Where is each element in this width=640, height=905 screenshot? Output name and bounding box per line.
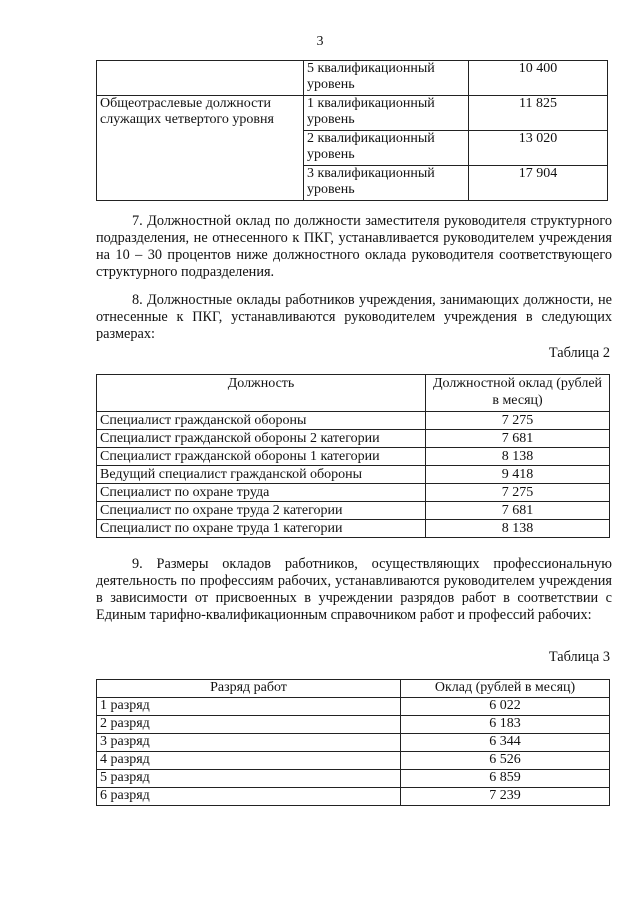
grade-cell: 5 разряд [97, 770, 401, 788]
position-cell: Специалист гражданской обороны 1 категории [97, 448, 426, 466]
table-row [97, 466, 610, 484]
table-row [97, 752, 610, 770]
table-header-row [97, 680, 610, 698]
table-2-caption: Таблица 2 [548, 345, 610, 361]
table-row [97, 698, 610, 716]
salary-cell: 7 275 [426, 484, 610, 502]
page-number: 3 [316, 34, 324, 49]
grade-cell: 6 разряд [97, 788, 401, 806]
salary-cell: 9 418 [426, 466, 610, 484]
table-row [97, 502, 610, 520]
level-cell: 3 квалификационный уровень [304, 166, 469, 201]
salary-cell: 8 138 [426, 520, 610, 538]
salary-cell: 11 825 [469, 96, 608, 131]
salary-cell: 10 400 [469, 61, 608, 96]
level-cell: 5 квалификационный уровень [304, 61, 469, 96]
table-row [97, 734, 610, 752]
table-row [97, 716, 610, 734]
position-cell: Специалист гражданской обороны 2 категории [97, 430, 426, 448]
salary-cell: 6 344 [401, 734, 610, 752]
positions-salary-table [96, 374, 610, 538]
salary-cell: 13 020 [469, 131, 608, 166]
table-row [97, 448, 610, 466]
table-row [97, 520, 610, 538]
salary-cell: 7 275 [426, 412, 610, 430]
position-cell: Специалист по охране труда 1 категории [97, 520, 426, 538]
table-3-caption: Таблица 3 [548, 649, 610, 665]
header-grade: Разряд работ [97, 680, 401, 698]
salary-cell: 6 526 [401, 752, 610, 770]
position-cell: Ведущий специалист гражданской обороны [97, 466, 426, 484]
table-header-row [97, 375, 610, 412]
group-cell [97, 61, 304, 96]
table-row [97, 96, 608, 131]
salary-cell: 7 681 [426, 502, 610, 520]
table-row [97, 770, 610, 788]
salary-cell: 7 681 [426, 430, 610, 448]
grade-cell: 4 разряд [97, 752, 401, 770]
position-cell: Специалист по охране труда [97, 484, 426, 502]
grade-cell: 3 разряд [97, 734, 401, 752]
level-cell: 2 квалификационный уровень [304, 131, 469, 166]
table-row [97, 484, 610, 502]
level-cell: 1 квалификационный уровень [304, 96, 469, 131]
salary-cell: 6 859 [401, 770, 610, 788]
table-row [97, 788, 610, 806]
salary-cell: 6 022 [401, 698, 610, 716]
grade-cell: 2 разряд [97, 716, 401, 734]
salary-cell: 6 183 [401, 716, 610, 734]
header-salary: Оклад (рублей в месяц) [401, 680, 610, 698]
salary-cell: 17 904 [469, 166, 608, 201]
group-cell: Общеотраслевые должности служащих четвертого уровня [97, 96, 304, 201]
table-row [97, 412, 610, 430]
header-position: Должность [97, 375, 426, 412]
grades-salary-table [96, 679, 610, 806]
salary-cell: 8 138 [426, 448, 610, 466]
paragraph-9: 9. Размеры окладов работников, осуществляющих профессиональную деятельность по профессиям рабочих, устанавливаются руководителем учреждения в зависимости от присвоенных в учреждении разрядов работ в соответствии с Единым тарифно-квалификационным справочником работ и профессий рабочих: [96, 556, 612, 623]
paragraph-8: 8. Должностные оклады работников учреждения, занимающих должности, не отнесенные к ПКГ, устанавливаются руководителем учреждения в следующих размерах: [96, 292, 612, 342]
paragraph-7: 7. Должностной оклад по должности заместителя руководителя структурного подразделения, не отнесенного к ПКГ, устанавливается руководителем учреждения на 10 – 30 процентов ниже должностного оклада руководителя соответствующего структурного подразделения. [96, 213, 612, 280]
table-row [97, 61, 608, 96]
position-cell: Специалист гражданской обороны [97, 412, 426, 430]
salary-cell: 7 239 [401, 788, 610, 806]
header-salary: Должностной оклад (рублей в месяц) [426, 375, 610, 412]
grade-cell: 1 разряд [97, 698, 401, 716]
position-cell: Специалист по охране труда 2 категории [97, 502, 426, 520]
qualification-salary-table [96, 60, 608, 201]
table-row [97, 430, 610, 448]
